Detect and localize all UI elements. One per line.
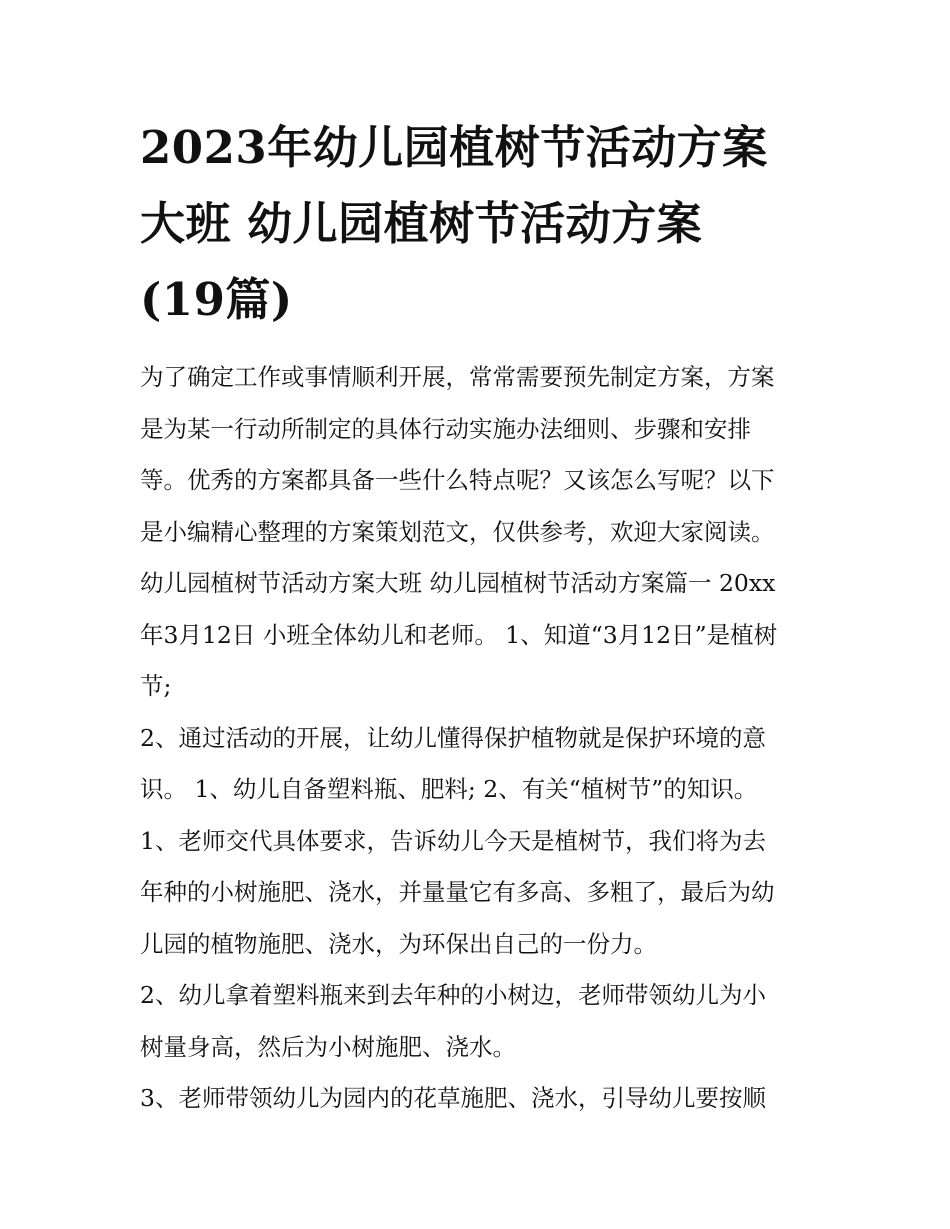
text-line: 3、老师带领幼儿为园内的花草施肥、浇水，引导幼儿要按顺 — [140, 1084, 766, 1112]
title-line: 2023年幼儿园植树节活动方案 — [140, 121, 768, 174]
paragraph-intro — [140, 352, 820, 713]
text-line: 等。优秀的方案都具备一些什么特点呢？又该怎么写呢？以下 — [140, 466, 775, 494]
document-body — [140, 352, 820, 1125]
text-line: 儿园的植物施肥、浇水，为环保出自己的一份力。 — [140, 929, 657, 958]
text-line: 为了确定工作或事情顺利开展，常常需要预先制定方案，方案 — [140, 363, 775, 391]
document-page — [140, 110, 820, 1125]
text-line: 幼儿园植树节活动方案大班 幼儿园植树节活动方案篇一 20xx — [140, 569, 776, 597]
text-line: 年种的小树施肥、浇水，并量量它有多高、多粗了，最后为幼 — [140, 878, 775, 906]
text-line: 树量身高，然后为小树施肥、浇水。 — [140, 1032, 516, 1061]
paragraph-step-3 — [140, 1073, 820, 1125]
text-line: 识。 1、幼儿自备塑料瓶、肥料; 2、有关“植树节”的知识。 — [140, 775, 758, 803]
title-line: 大班 幼儿园植树节活动方案 — [140, 197, 703, 250]
paragraph-goal-2 — [140, 713, 820, 816]
text-line: 是为某一行动所制定的具体行动实施办法细则、步骤和安排 — [140, 414, 751, 443]
document-title — [140, 110, 820, 338]
text-line: 2、幼儿拿着塑料瓶来到去年种的小树边，老师带领幼儿为小 — [140, 981, 766, 1009]
text-line: 2、通过活动的开展，让幼儿懂得保护植物就是保护环境的意 — [140, 723, 766, 752]
paragraph-step-1 — [140, 816, 820, 971]
text-line: 节; — [140, 672, 172, 700]
text-line: 年3月12日 小班全体幼儿和老师。 1、知道“3月12日”是植树 — [140, 620, 778, 649]
text-line: 是小编精心整理的方案策划范文，仅供参考，欢迎大家阅读。 — [140, 517, 775, 546]
text-line: 1、老师交代具体要求，告诉幼儿今天是植树节，我们将为去 — [140, 826, 766, 855]
paragraph-step-2 — [140, 970, 820, 1073]
title-line: (19篇) — [140, 273, 293, 326]
